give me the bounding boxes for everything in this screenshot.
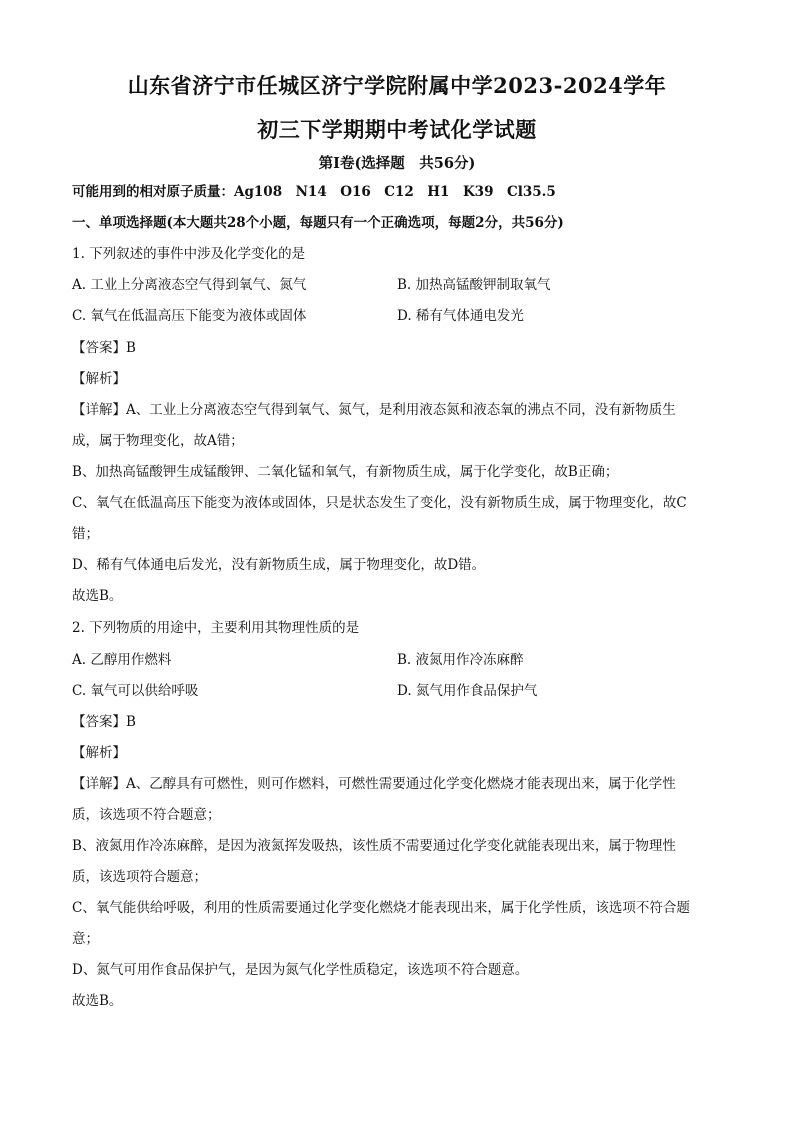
q1-detail-line: D、稀有气体通电后发光，没有新物质生成，属于物理变化，故D错。: [72, 557, 486, 573]
q2-detail-line: C、氧气能供给呼吸，利用的性质需要通过化学变化燃烧才能表现出来，属于化学性质，该选项不符合题: [72, 900, 690, 916]
q1-detail-line: B、加热高锰酸钾生成锰酸钾、二氧化锰和氧气，有新物质生成，属于化学变化，故B正确；: [72, 464, 619, 480]
q2-option-c: C. 氧气可以供给呼吸: [72, 683, 199, 699]
q2-conclusion: 故选B。: [72, 993, 123, 1009]
q1-stem: 1. 下列叙述的事件中涉及化学变化的是: [72, 246, 306, 262]
q1-detail-line: 成，属于物理变化，故A错；: [72, 433, 244, 449]
q1-option-d: D. 稀有气体通电发光: [397, 308, 524, 324]
q2-option-a: A. 乙醇用作燃料: [72, 652, 172, 668]
q2-stem: 2. 下列物质的用途中，主要利用其物理性质的是: [72, 620, 360, 636]
q2-detail-line: 意；: [72, 931, 99, 947]
q2-detail-line: B、液氮用作冷冻麻醉，是因为液氮挥发吸热，该性质不需要通过化学变化就能表现出来，属于物理性: [72, 838, 676, 854]
atomic-mass-note: 可能用到的相对原子质量：Ag108 N14 O16 C12 H1 K39 Cl35.5: [72, 184, 556, 200]
q2-answer: 【答案】B: [72, 714, 136, 730]
q1-detail-line: 错；: [72, 526, 99, 542]
q1-option-b: B. 加热高锰酸钾制取氧气: [397, 277, 551, 293]
q2-analysis-label: 【解析】: [72, 745, 126, 761]
q1-conclusion: 故选B。: [72, 588, 123, 604]
q2-detail-line: 【详解】A、乙醇具有可燃性，则可作燃料，可燃性需要通过化学变化燃烧才能表现出来，属于化学性: [72, 776, 676, 792]
q2-option-b: B. 液氮用作冷冻麻醉: [397, 652, 524, 668]
q2-option-d: D. 氮气用作食品保护气: [397, 683, 538, 699]
q1-option-a: A. 工业上分离液态空气得到氧气、氮气: [72, 277, 307, 293]
doc-title-line2: 初三下学期期中考试化学试题: [257, 117, 537, 142]
doc-title-line1: 山东省济宁市任城区济宁学院附属中学2023-2024学年: [127, 73, 667, 98]
q2-detail-line: 质，该选项符合题意；: [72, 869, 207, 885]
q1-detail-line: C、氧气在低温高压下能变为液体或固体，只是状态发生了变化，没有新物质生成，属于物理变化，故C: [72, 495, 687, 511]
section-heading: 一、单项选择题(本大题共28个小题，每题只有一个正确选项，每题2分，共56分): [72, 215, 564, 231]
q1-analysis-label: 【解析】: [72, 371, 126, 387]
q1-option-c: C. 氧气在低温高压下能变为液体或固体: [72, 308, 307, 324]
volume-heading: 第Ⅰ卷(选择题 共56分): [318, 155, 476, 172]
q2-detail-line: 质，该选项不符合题意；: [72, 807, 221, 823]
q1-detail-line: 【详解】A、工业上分离液态空气得到氧气、氮气，是利用液态氮和液态氧的沸点不同，没有新物质生: [72, 402, 676, 418]
q1-answer: 【答案】B: [72, 340, 136, 356]
q2-detail-line: D、氮气可用作食品保护气，是因为氮气化学性质稳定，该选项不符合题意。: [72, 962, 529, 978]
